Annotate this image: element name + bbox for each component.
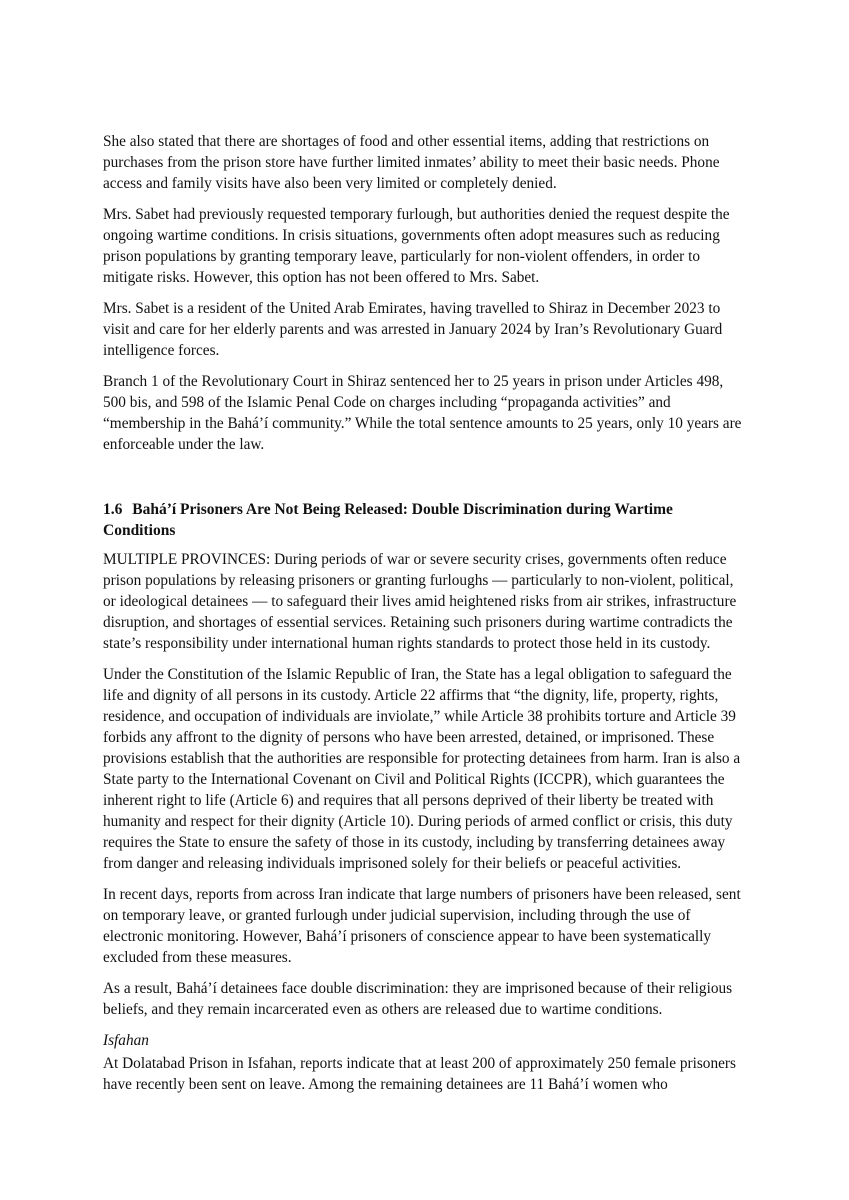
section-number: 1.6 (103, 501, 123, 518)
section-title: Bahá’í Prisoners Are Not Being Released: Double Discrimination during Wartime Conditions (103, 501, 673, 539)
paragraph: Branch 1 of the Revolutionary Court in Shiraz sentenced her to 25 years in prison under Articles 498, 500 bis, and 598 of the Islamic Penal Code on charges including “propaganda activities” and “membership in the Bahá’í community.” While the total sentence amounts to 25 years, only 10 years are enforceable under the law. (103, 373, 742, 453)
document-page (103, 131, 748, 1105)
paragraph: She also stated that there are shortages of food and other essential items, adding that restrictions on purchases from the prison store have further limited inmates’ ability to meet their basic needs. Phone access and family visits have also been very limited or completely denied. (103, 133, 720, 192)
subheading: Isfahan (103, 1032, 149, 1049)
paragraph: In recent days, reports from across Iran indicate that large numbers of prisoners have been released, sent on temporary leave, or granted furlough under judicial supervision, including through the use of electronic monitoring. However, Bahá’í prisoners of conscience appear to have been systematically excluded from these measures. (103, 886, 741, 966)
paragraph: At Dolatabad Prison in Isfahan, reports indicate that at least 200 of approximately 250 female prisoners have recently been sent on leave. Among the remaining detainees are 11 Bahá’í women who (103, 1055, 736, 1093)
paragraph: Under the Constitution of the Islamic Republic of Iran, the State has a legal obligation to safeguard the life and dignity of all persons in its custody. Article 22 affirms that “the dignity, life, property, rights, residence, and occupation of individuals are inviolate,” while Article 38 prohibits torture and Article 39 forbids any affront to the dignity of persons who have been arrested, detained, or imprisoned. These provisions establish that the authorities are responsible for protecting detainees from harm. Iran is also a State party to the International Covenant on Civil and Political Rights (ICCPR), which guarantees the inherent right to life (Article 6) and requires that all persons deprived of their liberty be treated with humanity and respect for their dignity (Article 10). During periods of armed conflict or crisis, this duty requires the State to ensure the safety of those in its custody, including by transferring detainees away from danger and releasing individuals imprisoned solely for their beliefs or peaceful activities. (103, 666, 741, 872)
paragraph: Mrs. Sabet is a resident of the United Arab Emirates, having travelled to Shiraz in December 2023 to visit and care for her elderly parents and was arrested in January 2024 by Iran’s Revolutionary Guard intelligence forces. (103, 300, 723, 359)
section-heading (103, 499, 748, 541)
paragraph: MULTIPLE PROVINCES: During periods of war or severe security crises, governments often reduce prison populations by releasing prisoners or granting furloughs — particularly to non-violent, political, or ideological detainees — to safeguard their lives amid heightened risks from air strikes, infrastructure disruption, and shortages of essential services. Retaining such prisoners during wartime contradicts the state’s responsibility under international human rights standards to protect those held in its custody. (103, 551, 737, 652)
paragraph: Mrs. Sabet had previously requested temporary furlough, but authorities denied the request despite the ongoing wartime conditions. In crisis situations, governments often adopt measures such as reducing prison populations by granting temporary leave, particularly for non-violent offenders, in order to mitigate risks. However, this option has not been offered to Mrs. Sabet. (103, 206, 730, 286)
paragraph: As a result, Bahá’í detainees face double discrimination: they are imprisoned because of their religious beliefs, and they remain incarcerated even as others are released due to wartime conditions. (103, 980, 733, 1018)
